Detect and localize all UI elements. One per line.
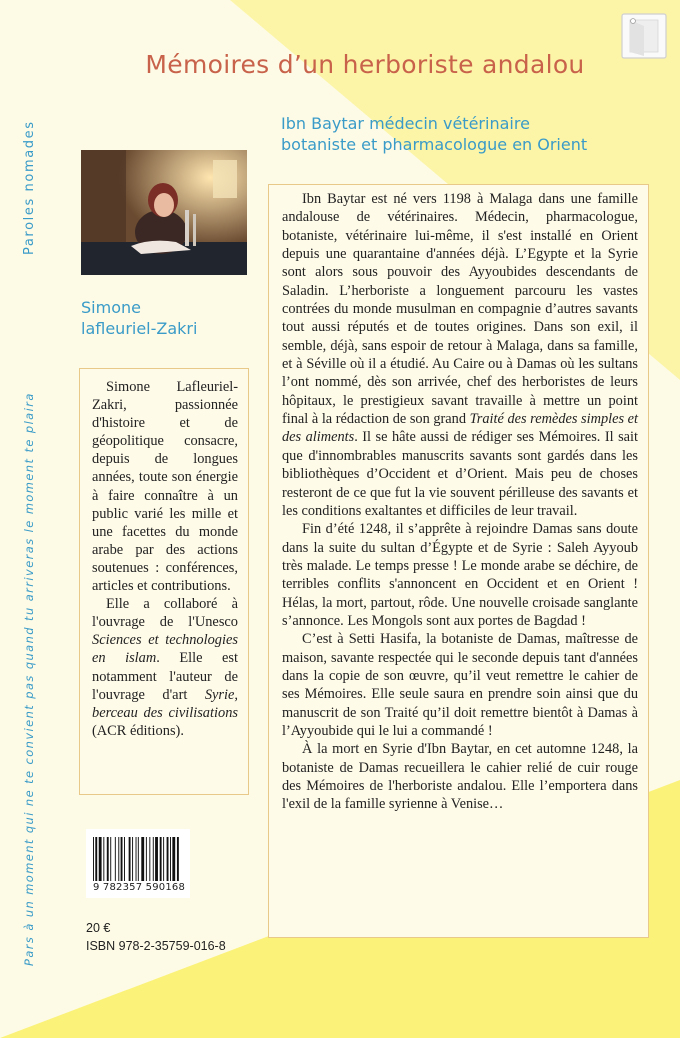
summary-paragraph-4: À la mort en Syrie d'Ibn Baytar, en cet automne 1248, la botaniste de Damas recueillera le cahier relié de cuir rouge des Mémoires de l'herboriste andalou. Elle l’emportera dans l'exil de la famille syrienne à Venise… bbox=[282, 741, 638, 813]
bio-text: (ACR éditions). bbox=[92, 722, 184, 739]
summary-italic-title: Traité des remèdes simples et des aliments bbox=[282, 411, 638, 446]
barcode-digits: 9 782357 590168 bbox=[92, 882, 186, 893]
series-name: Paroles nomades bbox=[22, 120, 37, 255]
summary-text: Ibn Baytar est né vers 1198 à Malaga dans une famille andalouse de vétérinaires. Médecin, pharmacologue, botaniste, vétérinaire lui-même, il s'est installé en Orient depuis une quarantaine d'années déjà. L’Egypte et la Syrie sont alors sous pouvoir des Ayyoubides descendants de Saladin. L’herboriste a longuement parcouru les vastes contrées du monde musulman en compagnie d’autres savants tout aussi réputés et de toutes origines. Dans son exil, il semble, déjà, sans espoir de retour à Malaga, dans sa famille, et à Séville où il a étudié. Au Caire ou à Damas où les sultans l’ont nommé, dès son arrivée, chef des herboristes de leurs hôpitaux, le prestigieux savant travaille à mettre un point final à la rédaction de son grand bbox=[282, 191, 638, 428]
summary-paragraph-3: C’est à Setti Hasifa, la botaniste de Damas, maîtresse de maison, savante respectée qui le seconde depuis tant d'années dans la copie de son œuvre, qu’il veut remettre le cahier de ses Mémoires. Elle seule saura en prendre soin ainsi que du manuscrit de son Traité qu’il doit remettre bientôt à Damas à l’Ayyoubide qui le lui a commandé ! bbox=[282, 631, 638, 739]
subtitle-line-1: Ibn Baytar médecin vétérinaire bbox=[281, 114, 530, 133]
author-first-name: Simone bbox=[81, 298, 141, 317]
author-bio-panel bbox=[79, 368, 249, 795]
bio-text: . Elle est notamment l'auteur de l'ouvrage d'art bbox=[92, 650, 238, 703]
summary-text: . Il se hâte aussi de rédiger ses Mémoires. Il sait que d'innombrables manuscrits savants sont gardés dans les bibliothèques d’Occident et d’Orient. Mais peu de choses resteront de ce que fut la vie souvent périlleuse des savants et les conditions exaltantes et difficiles de leur travail. bbox=[282, 429, 638, 519]
summary-panel bbox=[268, 184, 649, 938]
subtitle-line-2: botaniste et pharmacologue en Orient bbox=[281, 135, 588, 154]
summary-paragraph-1 bbox=[282, 190, 638, 520]
bio-paragraph-2 bbox=[92, 595, 238, 740]
isbn: ISBN 978-2-35759-016-8 bbox=[86, 939, 226, 953]
bio-text: Elle a collaboré à l'ouvrage de l'Unesco bbox=[92, 596, 238, 631]
price: 20 € bbox=[86, 921, 111, 935]
bio-italic-title-2: Syrie, berceau des civilisations bbox=[92, 686, 238, 721]
author-portrait-photo bbox=[81, 150, 247, 275]
barcode bbox=[86, 829, 190, 898]
barcode-bars bbox=[93, 837, 185, 881]
book-title: Mémoires d’un herboriste andalou bbox=[145, 50, 585, 79]
summary-paragraph-2: Fin d’été 1248, il s’apprête à rejoindre Damas sans doute dans la suite du sultan d’Égypte et de Syrie : Saleh Ayyoub très malade. Le temps presse ! Le monde arabe se déchire, de terribles conflits s'annoncent en Occident et en Orient ! Hélas, la mort, partout, rôde. Une nouvelle croisade sanglante s’annonce. Les Mongols sont aux portes de Bagdad ! bbox=[282, 521, 638, 629]
book-subtitle bbox=[281, 113, 641, 155]
bio-paragraph-1: Simone Lafleuriel-Zakri, passionnée d'histoire et de géopolitique consacre, depuis de longues années, toute son énergie à faire connaître à un public varié les mille et une facettes du monde arabe par des actions soutenues : conférences, articles et contributions. bbox=[92, 379, 238, 595]
author-name bbox=[81, 297, 261, 339]
bio-italic-title-1: Sciences et technologies en islam bbox=[92, 632, 238, 667]
motto-quote: Pars à un moment qui ne te convient pas quand tu arriveras le moment te plaira bbox=[22, 392, 36, 966]
author-last-name: lafleuriel-Zakri bbox=[81, 319, 198, 338]
